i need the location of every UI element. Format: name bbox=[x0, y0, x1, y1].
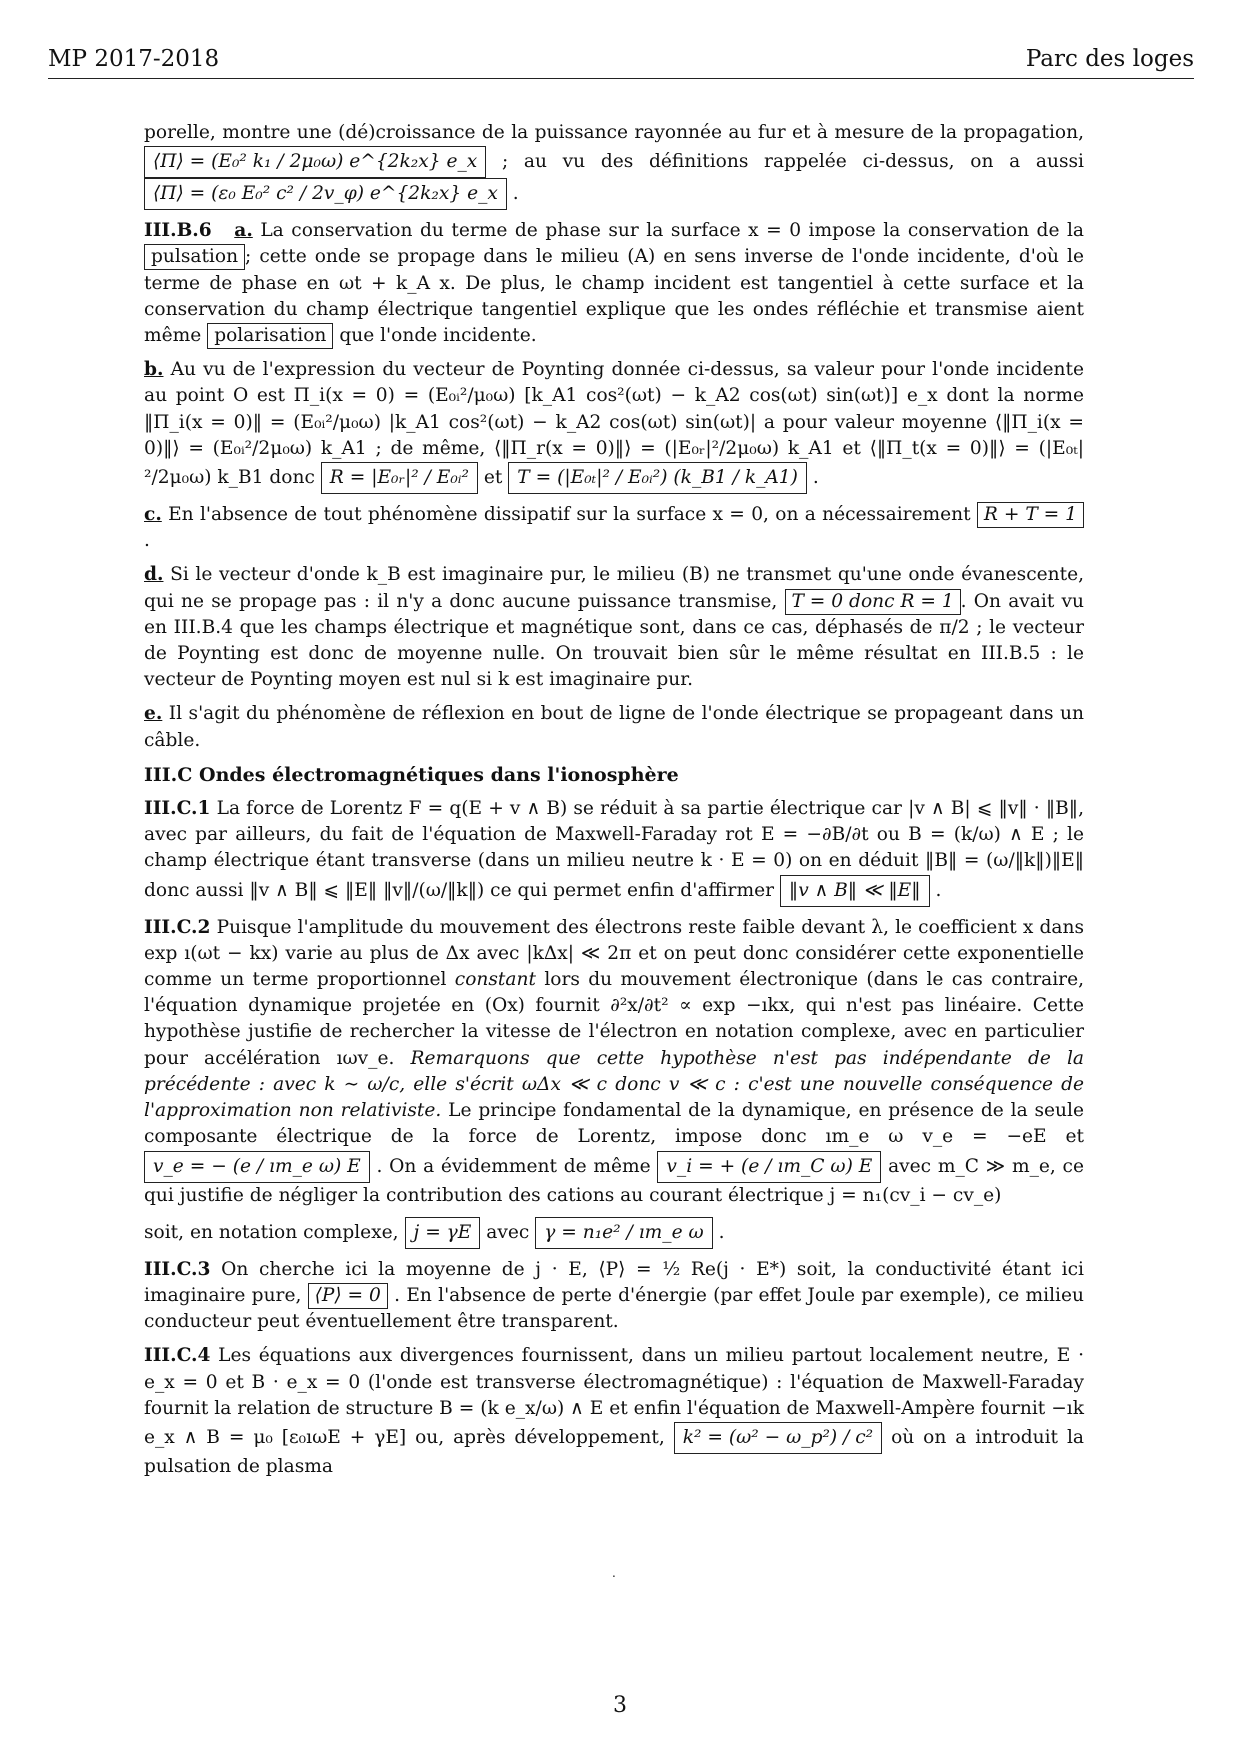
paragraph-c2 bbox=[144, 915, 1084, 1209]
equation-pi-2: ⟨Π⟩ = (ε₀ E₀² c² / 2v_φ) e^{2k₂x} e_x bbox=[144, 178, 507, 210]
text-c2-6: soit, en notation complexe, bbox=[144, 1221, 399, 1243]
paragraph-b6b: b. Au vu de l'expression du vecteur de Poynting donnée ci-dessus, sa valeur pour l'onde incidente au point O est Π_i(x = 0) = (E₀ᵢ²/μ₀ω) [k_A1 cos²(ωt) − k_A2 cos(ωt) sin(ωt)] e_x dont la norme ‖Π_i(x = 0)‖ = (E₀ᵢ²/μ₀ω) |k_A1 cos²(ωt) − k_A2 cos(ωt) sin(ωt)| a pour valeur moyenne ⟨‖Π_i(x = 0)‖⟩ = (E₀ᵢ²/2μ₀ω) k_A1 ; de même, ⟨‖Π_r(x = 0)‖⟩ = (|E₀ᵣ|²/2μ₀ω) k_A1 et ⟨‖Π_t(x = 0)‖⟩ = (|E₀ₜ|²/2μ₀ω) k_B1 donc R = |E₀ᵣ|² / E₀ᵢ² et T = (|E₀ₜ|² / E₀ᵢ²) (k_B1 / k_A1) . bbox=[144, 357, 1084, 494]
section-label-c3: III.C.3 bbox=[144, 1258, 211, 1280]
equation-P: ⟨P⟩ = 0 bbox=[308, 1283, 388, 1309]
equation-T-zero: T = 0 donc R = 1 bbox=[785, 589, 961, 615]
paragraph-c4 bbox=[144, 1343, 1084, 1480]
text-c2-remark: Remarquons que cette hypothèse n'est pas indépendante de la précédente : avec k ∼ ω/c, elle s'écrit ωΔx ≪ c donc v ≪ c : c'est une nouvelle conséquence de l'approximation non relativiste. bbox=[144, 1047, 1084, 1122]
page-number: 3 bbox=[613, 1693, 627, 1718]
text-b6b-1: Au vu de l'expression du vecteur de Poynting donnée ci-dessus, sa valeur pour l'onde incidente au point O est Π_i(x = 0) = (E₀ᵢ²/μ₀ω) [k_A1 cos²(ωt) − k_A2 cos(ωt) sin(ωt)] e_x dont la norme ‖Π_i(x = 0)‖ = bbox=[144, 359, 1084, 433]
section-label-b6: III.B.6 bbox=[144, 220, 212, 242]
stray-dot: . bbox=[612, 1566, 616, 1580]
paragraph-b6d bbox=[144, 562, 1084, 693]
section-label-c2: III.C.2 bbox=[144, 916, 211, 938]
text-p1b: ; au vu des définitions rappelée ci-dessus, on a aussi bbox=[501, 151, 1084, 173]
boxed-pulsation: pulsation bbox=[144, 244, 245, 270]
equation-ve: v_e = − (e / ım_e ω) E bbox=[144, 1151, 370, 1183]
text-b6b-3: ⟨‖Π_r(x = 0)‖⟩ = (|E₀ᵣ|²/2μ₀ω) k_A1 et ⟨‖Π_t(x = 0)‖⟩ = (|E₀ₜ|²/2μ₀ω) k_B1 donc bbox=[144, 437, 1084, 489]
equation-k2: k² = (ω² − ω_p²) / c² bbox=[674, 1422, 882, 1454]
equation-vi: v_i = + (e / ım_C ω) E bbox=[657, 1151, 881, 1183]
text-c3-1: On cherche ici la moyenne de j · E, ⟨P⟩ = ½ Re(j · E*) soit, la conductivité étant ici imaginaire pure, bbox=[144, 1258, 1084, 1306]
section-label-c1: III.C.1 bbox=[144, 798, 211, 820]
text-b6e: Il s'agit du phénomène de réflexion en bout de ligne de l'onde électrique se propageant dans un câble. bbox=[144, 703, 1084, 751]
page-header bbox=[48, 42, 1194, 79]
text-et: et bbox=[483, 467, 503, 489]
equation-T: T = (|E₀ₜ|² / E₀ᵢ²) (k_B1 / k_A1) bbox=[508, 462, 807, 494]
text-c2-3: Le principe fondamental de la dynamique, en présence de la seule composante électrique de la force de Lorentz, impose donc ım_e ω v_e = −eE et bbox=[144, 1100, 1084, 1148]
equation-j: j = γE bbox=[405, 1217, 481, 1249]
text-c1-1: La force de Lorentz F = q(E + v ∧ B) se réduit à sa partie électrique car |v ∧ B| ⩽ ‖v‖ · ‖B‖, avec par ailleurs, du fait de l'équation de Maxwell-Faraday rot E = −∂B/∂t ou B = (k/ω) ∧ E ; le champ électrique étant transverse (dans un milieu neutre k · E = 0) on en déduit ‖B‖ = (ω/‖k‖)‖E‖ donc aussi bbox=[144, 798, 1084, 901]
item-label-a: a. bbox=[234, 220, 253, 242]
text-b6a-2: ; cette onde se propage dans le milieu (A) en sens inverse de l'onde incidente, d'où le terme de phase en ωt + k_A x. De plus, le champ incident est tangentiel à cette surface et la conservation du champ électrique tangentiel explique que les ondes réfléchie et transmise aient même bbox=[144, 246, 1084, 347]
text-b6b-2: (E₀ᵢ²/μ₀ω) |k_A1 cos²(ωt) − k_A2 cos(ωt) sin(ωt)| a pour valeur moyenne ⟨‖Π_i(x = 0)‖⟩ = (E₀ᵢ²/2μ₀ω) k_A1 ; de même, bbox=[144, 411, 1084, 459]
text-b6a-3: que l'onde incidente. bbox=[339, 325, 537, 347]
item-label-b: b. bbox=[144, 359, 164, 381]
equation-c1: ‖v ∧ B‖ ≪ ‖E‖ bbox=[780, 875, 930, 907]
item-label-e: e. bbox=[144, 703, 163, 725]
paragraph-c1: III.C.1 La force de Lorentz F = q(E + v ∧ B) se réduit à sa partie électrique car |v ∧ B| ⩽ ‖v‖ · ‖B‖, avec par ailleurs, du fait de l'équation de Maxwell-Faraday rot E = −∂B/∂t ou B = (k/ω) ∧ E ; le champ électrique étant transverse (dans un milieu neutre k · E = 0) on en déduit ‖B‖ = (ω/‖k‖)‖E‖ donc aussi ‖v ∧ B‖ ⩽ ‖E‖ ‖v‖/(ω/‖k‖) ce qui permet enfin d'affirmer ‖v ∧ B‖ ≪ ‖E‖ . bbox=[144, 796, 1084, 907]
paragraph-c3 bbox=[144, 1257, 1084, 1336]
text-c4-1: Les équations aux divergences fournissent, dans un milieu partout localement neutre, E · e_x = 0 et B · e_x = 0 (l'onde est transverse électromagnétique) : l'équation de Maxwell-Faraday fournit la relation de structure B = (k e_x/ω) ∧ E et enfin l'équation de Maxwell-Ampère fournit −ık e_x ∧ B = bbox=[144, 1345, 1084, 1448]
text-c4-2: μ₀ [ε₀ıωE + γE] ou, après développement, bbox=[253, 1426, 665, 1448]
item-label-d: d. bbox=[144, 564, 164, 586]
header-right: Parc des loges bbox=[1025, 46, 1194, 72]
text-avec-1: avec bbox=[888, 1155, 932, 1177]
text-b6d-1: Si le vecteur d'onde k_B est imaginaire pur, le milieu (B) ne transmet qu'une onde évanescente, qui ne se propage pas : il n'y a donc aucune puissance transmise, bbox=[144, 564, 1084, 612]
paragraph-b6c: c. En l'absence de tout phénomène dissipatif sur la surface x = 0, on a nécessairement R + T = 1 . bbox=[144, 502, 1084, 554]
equation-R: R = |E₀ᵣ|² / E₀ᵢ² bbox=[321, 462, 478, 494]
body-text bbox=[144, 120, 1084, 1488]
text-avec-2: avec bbox=[486, 1221, 530, 1243]
text-p1: porelle, montre une (dé)croissance de la puissance rayonnée au fur et à mesure de la propagation, bbox=[144, 122, 1084, 143]
text-c2-5: m_C ≫ m_e, ce qui justifie de négliger la contribution des cations au courant électrique j = n₁(cv_i − cv_e) bbox=[144, 1155, 1084, 1206]
header-left: MP 2017-2018 bbox=[48, 46, 220, 72]
section-label-c4: III.C.4 bbox=[144, 1345, 211, 1367]
equation-pi-1: ⟨Π⟩ = (E₀² k₁ / 2μ₀ω) e^{2k₂x} e_x bbox=[144, 146, 486, 178]
paragraph-pi: porelle, montre une (dé)croissance de la puissance rayonnée au fur et à mesure de la propagation, ⟨Π⟩ = (E₀² k₁ / 2μ₀ω) e^{2k₂x} e_x ; au vu des définitions rappelée ci-dessus, on a aussi ⟨Π⟩ = (ε₀ E₀² c² / 2v_φ) e^{2k₂x} e_x . bbox=[144, 120, 1084, 210]
text-b6a-1: La conservation du terme de phase sur la surface x = 0 impose la conservation de la bbox=[260, 220, 1085, 242]
text-c2-2: lors du mouvement électronique (dans le cas contraire, l'équation dynamique projetée en (Ox) fournit ∂²x/∂t² ∝ exp −ıkx, qui n'est pas linéaire. Cette hypothèse justifie de rechercher la vitesse de l'électron en notation complexe, avec en particulier pour accélération ıωv_e. bbox=[144, 969, 1084, 1069]
item-label-c: c. bbox=[144, 504, 162, 526]
text-c3-2: . En l'absence de perte d'énergie (par effet Joule par exemple), ce milieu conducteur peut éventuellement être transparent. bbox=[144, 1284, 1084, 1333]
section-title-c: III.C Ondes électromagnétiques dans l'ionosphère bbox=[144, 763, 679, 786]
paragraph-c2-end: soit, en notation complexe, j = γE avec γ = n₁e² / ım_e ω . bbox=[144, 1217, 1084, 1249]
equation-R-plus-T: R + T = 1 bbox=[977, 502, 1084, 528]
text-b6d-2: . On avait vu en III.B.4 que les champs électrique et magnétique sont, dans ce cas, déphasés de π/2 ; le vecteur de Poynting est donc de moyenne nulle. On trouvait bien sûr le même résultat en III.B.5 : le vecteur de Poynting moyen est nul si k est imaginaire pur. bbox=[144, 590, 1084, 691]
text-c1-2: ‖v ∧ B‖ ⩽ ‖E‖ ‖v‖/(ω/‖k‖) ce qui permet enfin d'affirmer bbox=[249, 879, 774, 901]
boxed-polarisation: polarisation bbox=[207, 323, 333, 349]
text-c2-1: Puisque l'amplitude du mouvement des électrons reste faible devant λ, le coefficient x dans exp ı(ωt − kx) varie au plus de Δx avec |kΔx| ≪ 2π et on peut donc considérer cette exponentielle comme un terme proportionnel bbox=[144, 916, 1085, 991]
paragraph-b6e bbox=[144, 701, 1084, 753]
text-c4-3: où on a introduit la pulsation de plasma bbox=[144, 1426, 1084, 1477]
text-b6c: En l'absence de tout phénomène dissipatif sur la surface x = 0, on a nécessairement bbox=[168, 504, 971, 526]
equation-gamma: γ = n₁e² / ım_e ω bbox=[535, 1217, 712, 1249]
text-c2-4: . On a évidemment de même bbox=[376, 1155, 651, 1177]
paragraph-b6a bbox=[144, 218, 1084, 349]
text-c2-constant: constant bbox=[454, 969, 536, 991]
